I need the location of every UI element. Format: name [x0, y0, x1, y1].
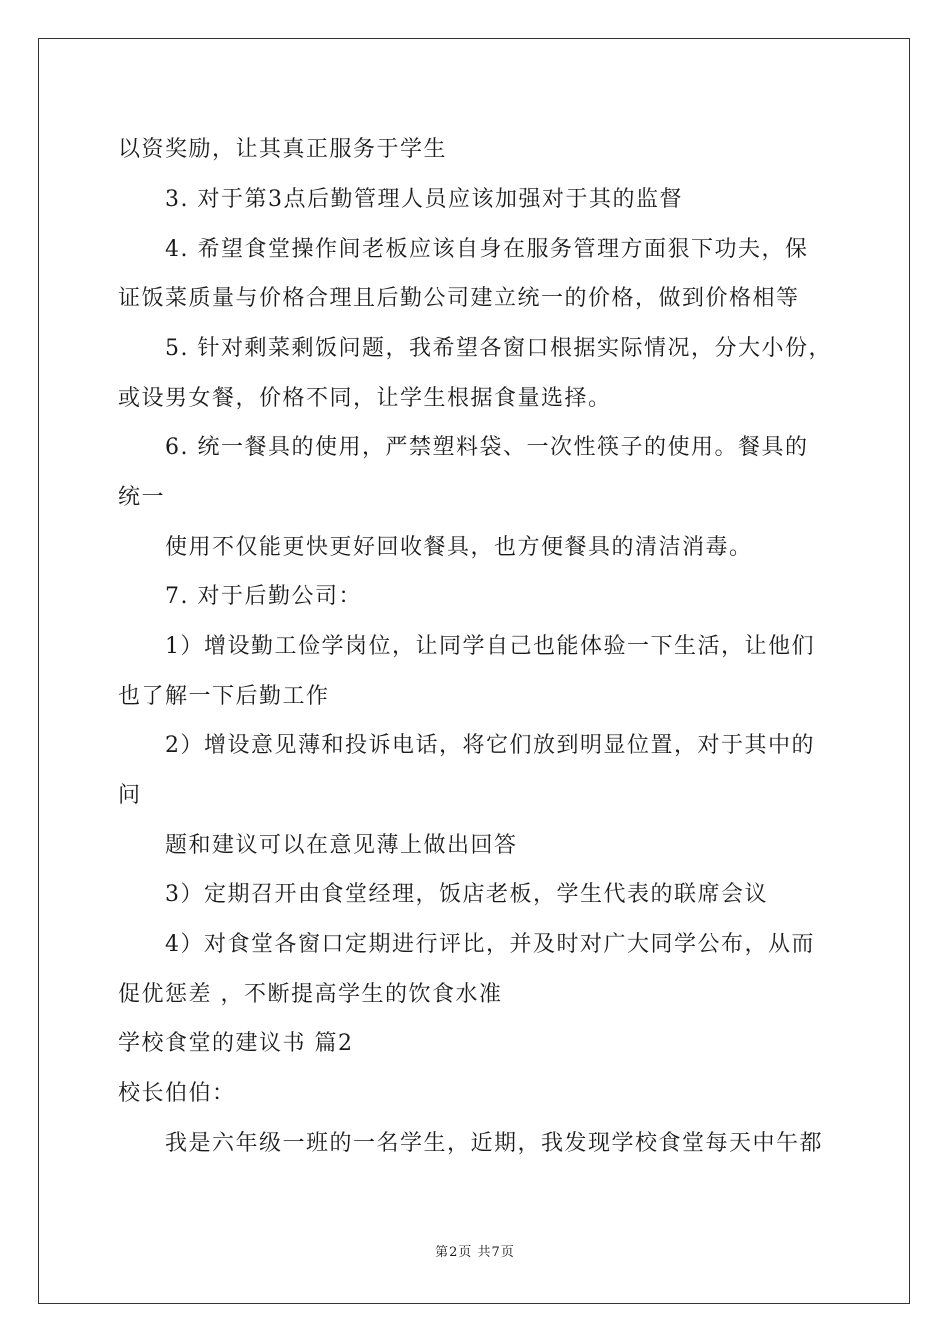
text-line: 5. 针对剩菜剩饭问题，我希望各窗口根据实际情况，分大小份， [165, 336, 832, 361]
text-line: 1）增设勤工俭学岗位，让同学自己也能体验一下生活，让他们 [165, 634, 815, 659]
text-line: 问 [118, 783, 142, 808]
page-number: 第2页 共7页 [435, 1245, 515, 1260]
text-line: 4）对食堂各窗口定期进行评比，并及时对广大同学公布，从而 [165, 932, 815, 957]
text-line: 证饭菜质量与价格合理且后勤公司建立统一的价格，做到价格相等 [118, 286, 800, 311]
text-line: 7. 对于后勤公司： [165, 584, 362, 609]
salutation: 校长伯伯： [118, 1081, 236, 1106]
text-line: 以资奖励，让其真正服务于学生 [118, 137, 448, 162]
text-line: 6. 统一餐具的使用，严禁塑料袋、一次性筷子的使用。餐具的 [165, 435, 809, 460]
text-line: 4. 希望食堂操作间老板应该自身在服务管理方面狠下功夫，保 [165, 237, 809, 262]
text-line: 使用不仅能更快更好回收餐具，也方便餐具的清洁消毒。 [165, 535, 753, 560]
text-line: 也了解一下后勤工作 [118, 684, 330, 709]
text-line: 3）定期召开由食堂经理，饭店老板，学生代表的联席会议 [165, 882, 768, 907]
page-border [38, 38, 910, 1304]
text-line: 或设男女餐，价格不同，让学生根据食量选择。 [118, 386, 612, 411]
text-line: 3. 对于第3点后勤管理人员应该加强对于其的监督 [165, 187, 683, 212]
text-line: 促优惩差 ，不断提高学生的饮食水准 [118, 982, 503, 1007]
text-line: 我是六年级一班的一名学生，近期，我发现学校食堂每天中午都 [165, 1131, 824, 1156]
text-line: 统一 [118, 485, 166, 510]
text-line: 题和建议可以在意见薄上做出回答 [165, 833, 518, 858]
text-line: 2）增设意见薄和投诉电话，将它们放到明显位置，对于其中的 [165, 733, 815, 758]
section-heading: 学校食堂的建议书 篇2 [118, 1031, 354, 1056]
